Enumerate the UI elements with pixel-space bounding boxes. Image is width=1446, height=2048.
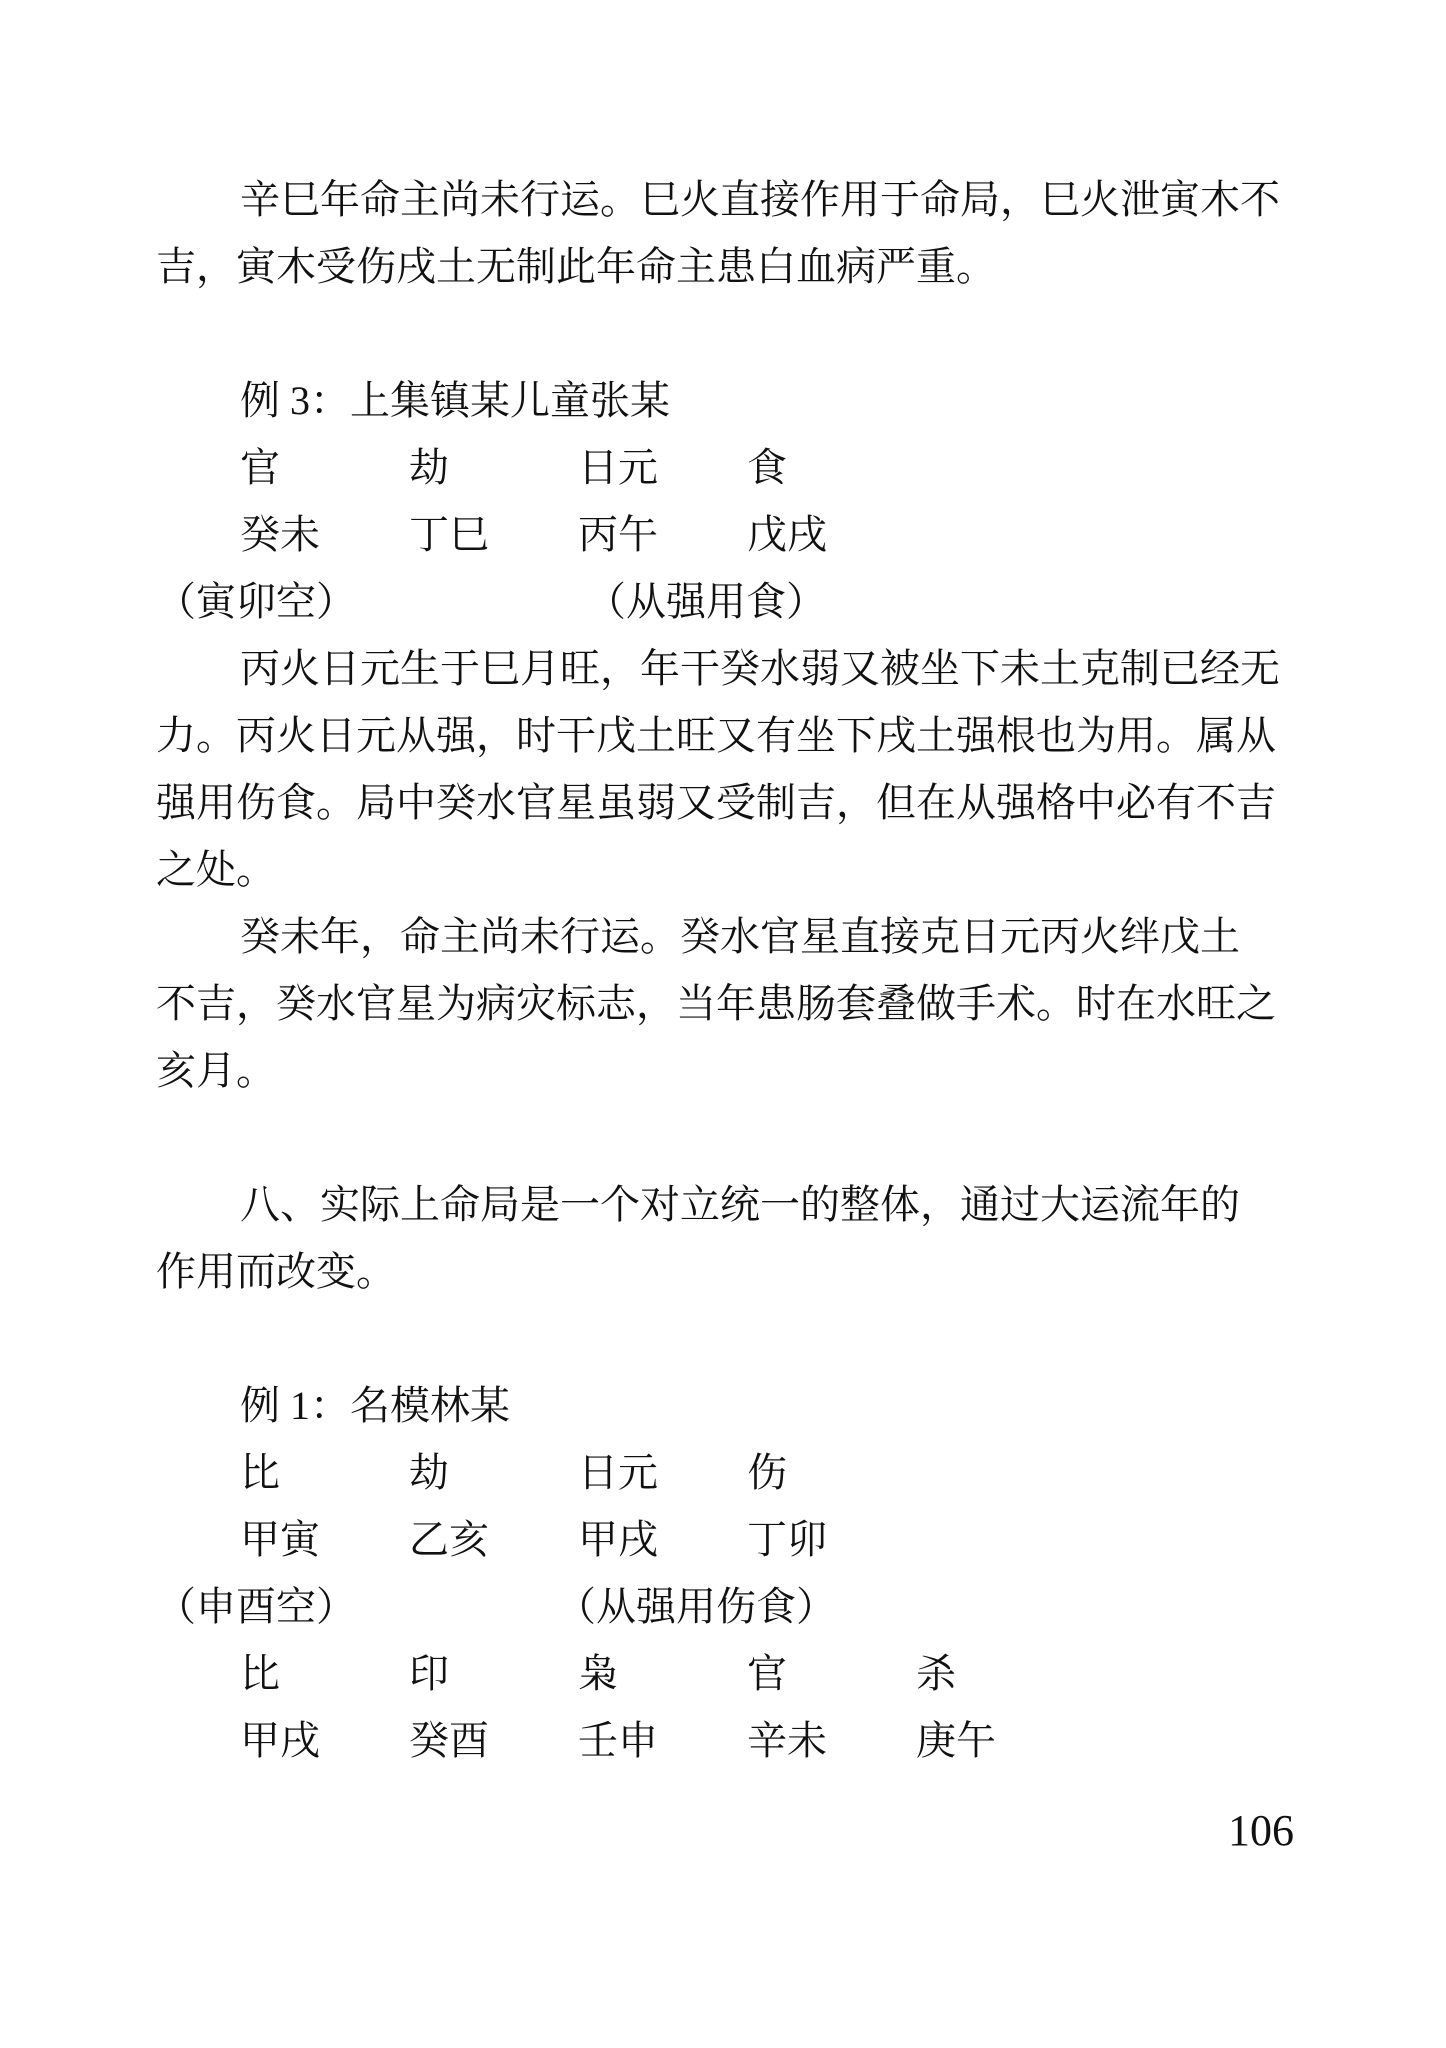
blank-line	[156, 300, 1296, 367]
example1-notes-row	[156, 1573, 1296, 1640]
ten-god-cell: 杀	[916, 1651, 956, 1696]
pillar-cell: 甲戌	[578, 1517, 658, 1562]
pattern-note: （从强用食）	[586, 579, 826, 624]
ten-god-cell: 枭	[578, 1651, 618, 1696]
void-note: （寅卯空）	[156, 579, 356, 624]
paragraph-line: 亥月。	[156, 1048, 276, 1093]
blank-line	[156, 1305, 1296, 1372]
ten-god-cell: 官	[240, 445, 280, 490]
blank-line	[156, 1104, 1296, 1171]
pillar-cell: 甲寅	[240, 1517, 320, 1562]
example3-ten-gods-row	[156, 434, 1296, 501]
ten-god-cell: 官	[747, 1651, 787, 1696]
pillar-cell: 乙亥	[409, 1517, 489, 1562]
example3-pillars-row	[156, 501, 1296, 568]
page-number: 106	[1228, 1806, 1294, 1855]
ten-god-cell: 比	[240, 1651, 280, 1696]
example1-pillars-row	[156, 1506, 1296, 1573]
section-eight-line: 作用而改变。	[156, 1249, 396, 1294]
pillar-cell: 甲戌	[240, 1718, 320, 1763]
pillar-cell: 辛未	[747, 1718, 827, 1763]
pillar-cell: 丁卯	[747, 1517, 827, 1562]
paragraph-line: 吉，寅木受伤戌土无制此年命主患白血病严重。	[156, 244, 996, 289]
pillar-cell: 癸未	[240, 512, 320, 557]
paragraph-line: 癸未年，命主尚未行运。癸水官星直接克日元丙火绊戊土	[240, 914, 1240, 959]
paragraph-line: 丙火日元生于巳月旺，年干癸水弱又被坐下未土克制已经无	[240, 646, 1280, 691]
void-note: （申酉空）	[156, 1584, 356, 1629]
pattern-note: （从强用伤食）	[556, 1584, 836, 1629]
pillar-cell: 戊戌	[747, 512, 827, 557]
example1-luck-pillars-row	[156, 1707, 1296, 1774]
pillar-cell: 丙午	[578, 512, 658, 557]
example1-heading: 例 1：名模林某	[240, 1383, 510, 1428]
example1-luck-gods-row	[156, 1640, 1296, 1707]
example1-ten-gods-row	[156, 1439, 1296, 1506]
paragraph-line: 辛巳年命主尚未行运。巳火直接作用于命局，巳火泄寅木不	[240, 177, 1280, 222]
ten-god-cell: 伤	[747, 1450, 787, 1495]
ten-god-cell: 印	[409, 1651, 449, 1696]
pillar-cell: 癸酉	[409, 1718, 489, 1763]
paragraph-line: 不吉，癸水官星为病灾标志，当年患肠套叠做手术。时在水旺之	[156, 981, 1276, 1026]
ten-god-cell: 食	[747, 445, 787, 490]
content-area	[156, 166, 1296, 1774]
ten-god-cell: 日元	[578, 1450, 658, 1495]
ten-god-cell: 劫	[409, 445, 449, 490]
section-eight-line: 八、实际上命局是一个对立统一的整体，通过大运流年的	[240, 1182, 1240, 1227]
pillar-cell: 丁巳	[409, 512, 489, 557]
ten-god-cell: 日元	[578, 445, 658, 490]
pillar-cell: 壬申	[578, 1718, 658, 1763]
example3-heading: 例 3：上集镇某儿童张某	[240, 378, 670, 423]
paragraph-line: 之处。	[156, 847, 276, 892]
ten-god-cell: 比	[240, 1450, 280, 1495]
example3-notes-row	[156, 568, 1296, 635]
paragraph-line: 强用伤食。局中癸水官星虽弱又受制吉，但在从强格中必有不吉	[156, 780, 1276, 825]
ten-god-cell: 劫	[409, 1450, 449, 1495]
paragraph-line: 力。丙火日元从强，时干戊土旺又有坐下戌土强根也为用。属从	[156, 713, 1276, 758]
pillar-cell: 庚午	[916, 1718, 996, 1763]
